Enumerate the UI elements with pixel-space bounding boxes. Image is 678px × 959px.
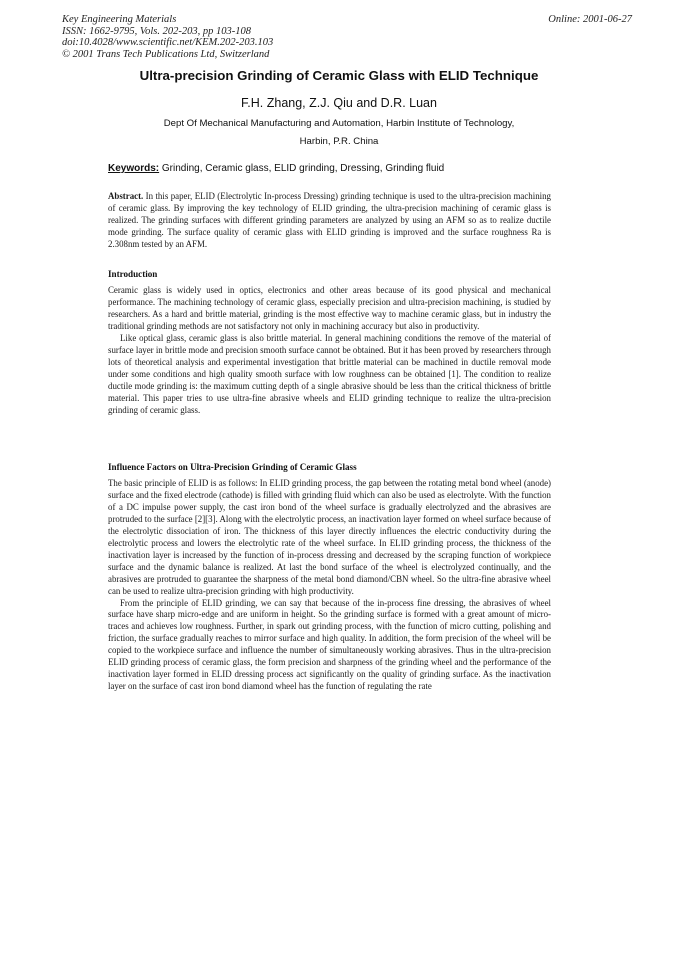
journal-header xyxy=(62,14,632,60)
influence-heading: Influence Factors on Ultra-Precision Grinding of Ceramic Glass xyxy=(108,462,357,472)
abstract-paragraph xyxy=(108,191,551,251)
doi-line: doi:10.4028/www.scientific.net/KEM.202-203.103 xyxy=(62,37,274,48)
affiliation-line-2: Harbin, P.R. China xyxy=(299,136,379,147)
issn-line: ISSN: 1662-9795, Vols. 202-203, pp 103-108 xyxy=(62,25,251,37)
introduction-paragraph-1: Ceramic glass is widely used in optics, electronics and other areas because of its good physical and mechanical performance. The machining technology of ceramic glass, especially precision and ultra-precision machining, is studied by researchers. As a hard and brittle material, grinding is the most effective way to machine ceramic glass, but in industry the traditional grinding methods are not satisfactory not only in machining accuracy but also in productivity. xyxy=(108,285,551,331)
keywords xyxy=(108,163,568,174)
introduction-paragraph-2: Like optical glass, ceramic glass is also brittle material. In general machining conditions the remove of the material of surface layer in brittle mode and precision smooth surface cannot be obtained. But it has been proved by researchers through lots of theoretical analysis and experimental investigation that brittle material can be machined in ductile removal mode under some conditions and high quality smooth surface with low roughness can be obtained [1]. The condition to realize ductile mode grinding is: the maximum cutting depth of a single abrasive should be less than the critical thickness of brittle material. This paper tries to use ultra-fine abrasive wheels and ELID grinding technique to realize the ultra-precision grinding of ceramic glass. xyxy=(108,332,551,415)
journal-name: Key Engineering Materials xyxy=(62,14,177,25)
abstract-label: Abstract. xyxy=(108,191,144,201)
introduction-section xyxy=(108,285,551,416)
influence-paragraph-2: From the principle of ELID grinding, we can say that because of the in-process fine dressing, the abrasives of wheel surface have sharp micro-edge and are uniform in height. So the grinding surface is formed with a great amount of micro-traces and achieves low roughness. Further, in spark out grinding process, with the function of micro cutting, polishing and friction, the surface gradually reaches to mirror surface and high quality. In addition, the form precision of the wheel will be copied to the workpiece surface and influence the number of simultaneously working abrasives. Thus in the ultra-precision ELID grinding process of ceramic glass, the form precision and sharpness of the grinding wheel and the performance of the inactivation layer formed in ELID dressing process act significantly on the quality of grinding surface. As the inactivation layer on the surface of cast iron bond diamond wheel has the function of regulating the rate xyxy=(108,597,551,692)
influence-section xyxy=(108,478,551,693)
introduction-heading: Introduction xyxy=(108,269,158,279)
influence-paragraph-1: The basic principle of ELID is as follows: In ELID grinding process, the gap between the rotating metal bond wheel (anode) surface and the fixed electrode (cathode) is filled with grinding fluid which can also be used as electrolyte. With the function of a DC impulse power supply, the cast iron bond of the wheel surface is gradually electrolyzed and the abrasives are protruded to the surface [2][3]. Along with the electrolytic process, an inactivation layer formed on wheel surface because of the electrolytic dissociation of iron. The thickness of this layer directly influences the electric conductivity during the electrolytic process and lowers the electrolytic rate of the wheel surface. In ELID grinding process, the thickness of the inactivation layer is increased by the function of in-process dressing and decreased by the scraping function of workpiece surface and the dynamic balance is realized. At last the bond surface of the wheel is electrolyzed continually, and the abrasives are protruded to guarantee the sharpness of the metal bond diamond/CBN wheel. So the ultra-fine abrasive wheel can be used to realize ultra-precision grinding with high productivity. xyxy=(108,478,551,596)
copyright-line: © 2001 Trans Tech Publications Ltd, Switzerland xyxy=(62,48,270,60)
abstract xyxy=(108,191,551,251)
affiliation-line-1: Dept Of Mechanical Manufacturing and Automation, Harbin Institute of Technology, xyxy=(163,118,515,129)
abstract-text: In this paper, ELID (Electrolytic In-process Dressing) grinding technique is used to the ultra-precision machining of ceramic glass. By improving the key technology of ELID grinding, the ultra-precision machining of ceramic glass is realized. The grinding surfaces with different grinding parameters are analyzed by using an AFM so as to realize ductile mode grinding. The surface quality of ceramic glass with ELID grinding is improved and the surface roughness Ra is 2.308nm tested by an AFM. xyxy=(108,191,551,249)
paper-title: Ultra-precision Grinding of Ceramic Glass with ELID Technique xyxy=(139,68,539,83)
keywords-label: Keywords: xyxy=(108,163,160,174)
online-date: Online: 2001-06-27 xyxy=(548,14,632,25)
keywords-text: Grinding, Ceramic glass, ELID grinding, Dressing, Grinding fluid xyxy=(159,163,445,174)
paper-authors: F.H. Zhang, Z.J. Qiu and D.R. Luan xyxy=(241,96,437,110)
